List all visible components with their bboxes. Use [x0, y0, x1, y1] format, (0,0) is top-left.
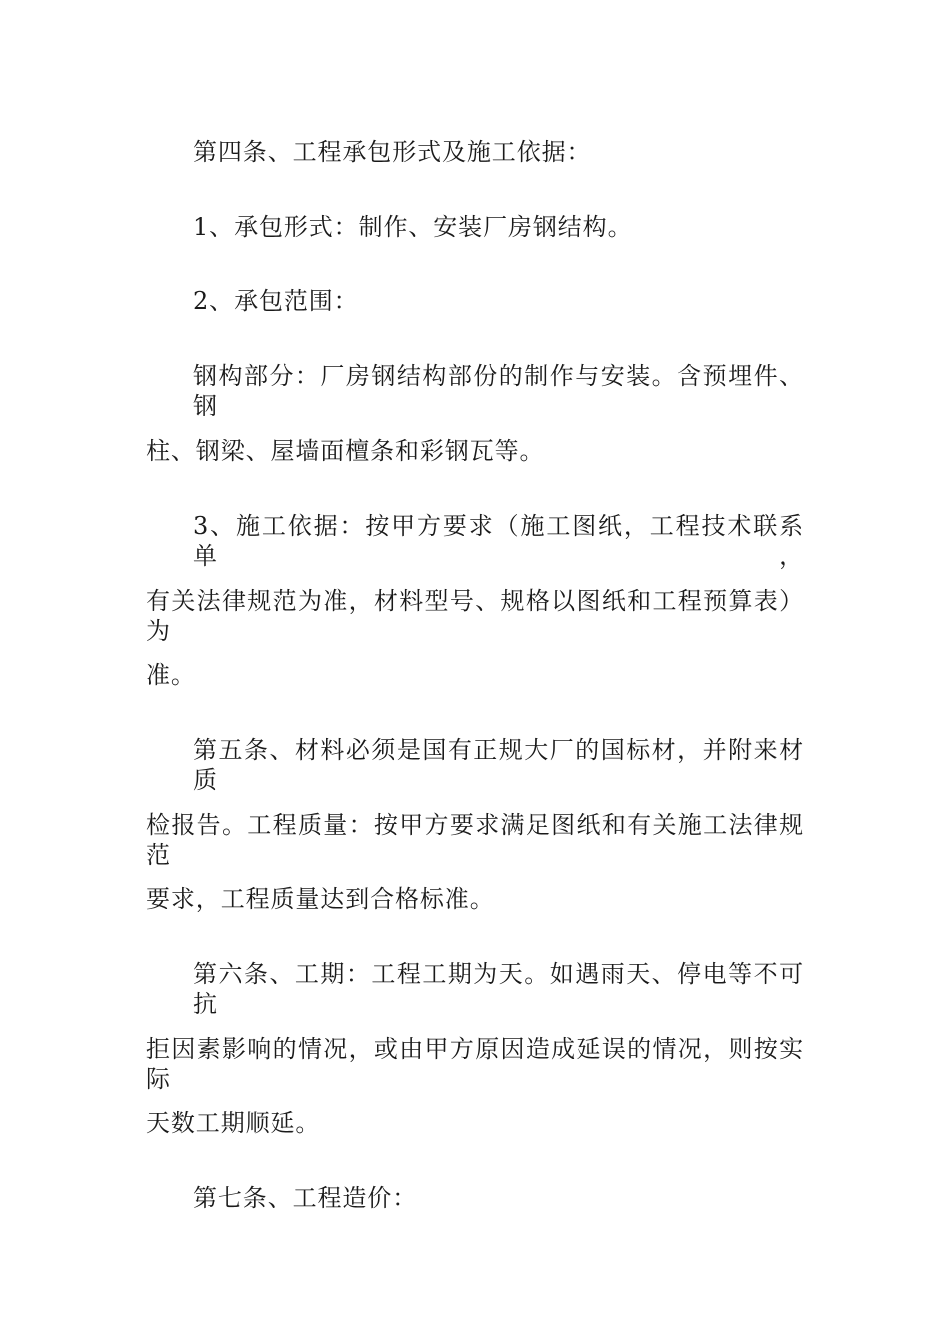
contract-scope-item: 2、承包范围：: [193, 287, 359, 315]
construction-basis-line-3: 准。: [146, 661, 196, 689]
contract-form-item: 1、承包形式：制作、安装厂房钢结构。: [193, 213, 633, 241]
clause-5-line-2: 检报告。工程质量：按甲方要求满足图纸和有关施工法律规范: [146, 811, 804, 869]
clause-5-line-3: 要求，工程质量达到合格标准。: [146, 885, 495, 913]
construction-basis-line-2: 有关法律规范为准，材料型号、规格以图纸和工程预算表）为: [146, 587, 804, 645]
clause-4-heading: 第四条、工程承包形式及施工依据：: [193, 138, 592, 166]
clause-6-line-3: 天数工期顺延。: [146, 1109, 321, 1137]
clause-6-line-1: 第六条、工期：工程工期为天。如遇雨天、停电等不可抗: [193, 960, 804, 1018]
construction-basis-line-1: 3、施工依据：按甲方要求（施工图纸，工程技术联系单，: [193, 512, 804, 570]
steel-scope-line-1: 钢构部分：厂房钢结构部份的制作与安装。含预埋件、钢: [193, 362, 804, 420]
clause-5-line-1: 第五条、材料必须是国有正规大厂的国标材，并附来材质: [193, 736, 804, 794]
steel-scope-line-2: 柱、钢梁、屋墙面檀条和彩钢瓦等。: [146, 437, 545, 465]
clause-7-heading: 第七条、工程造价：: [193, 1184, 418, 1212]
clause-6-line-2: 拒因素影响的情况，或由甲方原因造成延误的情况，则按实际: [146, 1035, 804, 1093]
